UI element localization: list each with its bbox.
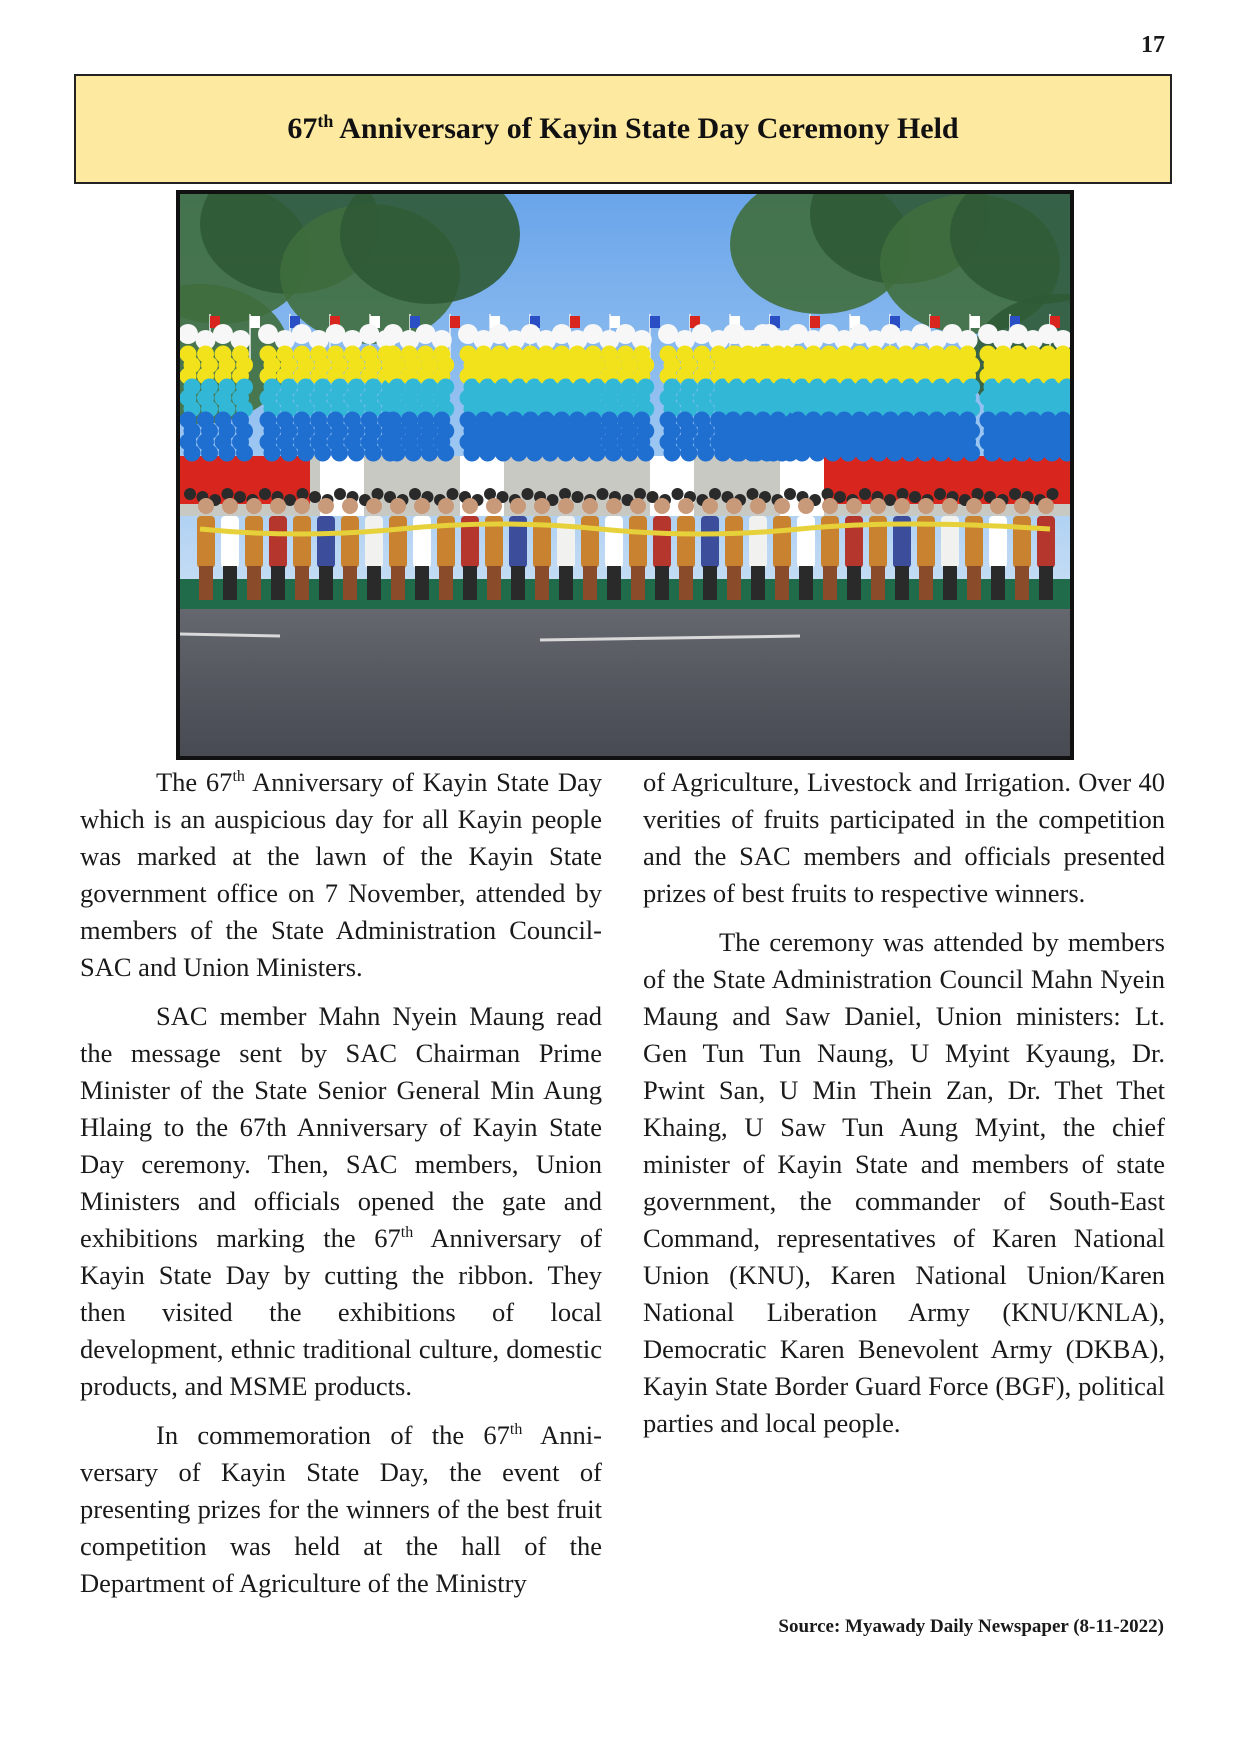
balloon xyxy=(664,445,681,462)
title-sup: th xyxy=(317,111,334,131)
person-body xyxy=(701,516,719,568)
person-head xyxy=(870,498,886,514)
paragraph-3-text-b: Anniversary of Kayin State Day, the event of presenting prizes for the winners of the best fruit competition was held at the hall of the Department of Agriculture of the Ministry xyxy=(80,1420,602,1598)
ceremony-photo xyxy=(176,190,1074,760)
balloon xyxy=(236,445,253,462)
person-body xyxy=(677,516,695,568)
person-legs xyxy=(823,566,837,600)
person-legs xyxy=(343,566,357,600)
crowd-head xyxy=(309,491,321,503)
flag xyxy=(970,316,980,328)
ceremony-photo-illustration xyxy=(180,194,1070,756)
person-legs xyxy=(535,566,549,600)
flag xyxy=(570,316,580,328)
person-head xyxy=(414,498,430,514)
person-body xyxy=(629,516,647,568)
paragraph-1-sup: th xyxy=(232,768,245,786)
flag xyxy=(930,316,940,328)
person-legs xyxy=(223,566,237,600)
balloon xyxy=(680,445,697,462)
person-body xyxy=(773,516,791,568)
person-head xyxy=(198,498,214,514)
crowd-head xyxy=(572,491,584,503)
person-head xyxy=(486,498,502,514)
person-head xyxy=(366,498,382,514)
person-body xyxy=(341,516,359,568)
person-legs xyxy=(799,566,813,600)
balloon xyxy=(280,445,297,462)
crowd-head xyxy=(409,488,421,500)
paragraph-1-text-a: The 67 xyxy=(156,767,233,797)
person-head xyxy=(966,498,982,514)
person-legs xyxy=(199,566,213,600)
balloon xyxy=(219,445,236,462)
person-legs xyxy=(247,566,261,600)
crowd-head xyxy=(884,494,896,506)
person-head xyxy=(726,498,742,514)
person-body xyxy=(749,516,767,568)
person-legs xyxy=(607,566,621,600)
crowd-head xyxy=(784,488,796,500)
person-legs xyxy=(943,566,957,600)
person-legs xyxy=(391,566,405,600)
title-box xyxy=(74,74,1172,184)
balloon xyxy=(201,445,218,462)
person-head xyxy=(582,498,598,514)
person-head xyxy=(990,498,1006,514)
person-head xyxy=(918,498,934,514)
person-head xyxy=(894,498,910,514)
green-carpet xyxy=(180,579,1070,609)
title-pre: 67 xyxy=(287,112,318,145)
person-body xyxy=(245,516,263,568)
paragraph-4: The ceremony was attended by members of the State Administration Council Mahn Nyein Maung and Saw Daniel, Union ministers: Lt. Gen Tun Tun Naung, U Myint Kyaung, Dr. Pwint San, U Min Thein Zan, Dr. Thet Thet Khaing, U Saw Tun Aung Myint, the chief minister of Kayin State and members of state government, the commander of South-East Command, representatives of Karen National Union (KNU), Karen National Union/Karen National Liberation Army (KNU/KNLA), Democratic Karen Benevolent Army (DKBA), Kayin State Border Guard Force (BGF), political parties and local people. xyxy=(643,927,1165,1438)
person-head xyxy=(1038,498,1054,514)
person-legs xyxy=(559,566,573,600)
person-legs xyxy=(463,566,477,600)
person-body xyxy=(221,516,239,568)
balloon xyxy=(365,445,382,462)
person-head xyxy=(630,498,646,514)
person-body xyxy=(1013,516,1031,568)
balloon xyxy=(697,445,714,462)
paragraph-1-text-b: Anniversary of Kayin State Day which is an auspicious day for all Kayin people was marked at the lawn of the Kayin State government office on 7 November, attended by members of the State Administration Council-SAC and Union Ministers. xyxy=(80,767,603,982)
person-head xyxy=(774,498,790,514)
person-head xyxy=(294,498,310,514)
person-head xyxy=(462,498,478,514)
crowd-head xyxy=(859,488,871,500)
person-body xyxy=(725,516,743,568)
person-legs xyxy=(271,566,285,600)
person-head xyxy=(654,498,670,514)
balloon-arch xyxy=(180,324,1070,462)
person-body xyxy=(293,516,311,568)
crowd-head xyxy=(634,488,646,500)
left-column xyxy=(80,764,602,1614)
title-post: Anniversary of Kayin State Day Ceremony Held xyxy=(333,112,959,145)
person-head xyxy=(438,498,454,514)
person-legs xyxy=(487,566,501,600)
person-legs xyxy=(319,566,333,600)
person-body xyxy=(1037,516,1055,568)
flag xyxy=(610,316,620,328)
crowd-head xyxy=(334,488,346,500)
person-legs xyxy=(703,566,717,600)
person-head xyxy=(702,498,718,514)
person-legs xyxy=(991,566,1005,600)
balloon xyxy=(774,445,791,462)
person-head xyxy=(1014,498,1030,514)
balloon xyxy=(963,445,980,462)
crowd-head xyxy=(522,488,534,500)
person-body xyxy=(197,516,215,568)
right-column xyxy=(643,764,1165,1454)
person-legs xyxy=(1039,566,1053,600)
paragraph-3-text-a: In commemoration of the 67 xyxy=(156,1420,510,1450)
paragraph-2-text-b: Anniversary of Kayin State Day by cutting the ribbon. They then visited the exhibitions of local development, ethnic traditional culture, domestic products, and MSME products. xyxy=(80,1223,602,1401)
person-head xyxy=(246,498,262,514)
person-head xyxy=(270,498,286,514)
paragraph-3-continued: of Agriculture, Livestock and Irrigation. Over 40 verities of fruits participated in the competition and the SAC members and officials presented prizes of best fruits to respective winners. xyxy=(643,767,1165,908)
person-legs xyxy=(847,566,861,600)
person-legs xyxy=(415,566,429,600)
page-title xyxy=(287,112,958,146)
person-head xyxy=(942,498,958,514)
crowd-head xyxy=(259,488,271,500)
person-body xyxy=(605,516,623,568)
road-shade xyxy=(180,609,1070,756)
person-body xyxy=(365,516,383,568)
flag xyxy=(450,316,460,328)
crowd-head xyxy=(909,491,921,503)
person-legs xyxy=(655,566,669,600)
person-head xyxy=(318,498,334,514)
person-legs xyxy=(871,566,885,600)
person-legs xyxy=(439,566,453,600)
person-body xyxy=(581,516,599,568)
person-legs xyxy=(631,566,645,600)
crowd-head xyxy=(672,488,684,500)
balloon xyxy=(348,445,365,462)
person-body xyxy=(413,516,431,568)
balloon xyxy=(184,445,201,462)
person-head xyxy=(798,498,814,514)
source-credit: Source: Myawady Daily Newspaper (8-11-2022) xyxy=(778,1616,1164,1637)
paragraph-2-sup: th xyxy=(400,1224,414,1242)
person-head xyxy=(390,498,406,514)
person-body xyxy=(797,516,815,568)
person-head xyxy=(558,498,574,514)
person-body xyxy=(269,516,287,568)
person-legs xyxy=(1015,566,1029,600)
balloon xyxy=(331,445,348,462)
person-head xyxy=(510,498,526,514)
flag xyxy=(410,316,420,328)
person-head xyxy=(222,498,238,514)
person-body xyxy=(389,516,407,568)
person-legs xyxy=(895,566,909,600)
balloon xyxy=(637,445,654,462)
person-head xyxy=(342,498,358,514)
person-legs xyxy=(919,566,933,600)
person-legs xyxy=(583,566,597,600)
balloon xyxy=(297,445,314,462)
flag xyxy=(250,316,260,328)
paragraph-2 xyxy=(80,998,602,1405)
person-legs xyxy=(727,566,741,600)
crowd-head xyxy=(1009,488,1021,500)
crowd-head xyxy=(447,488,459,500)
balloon xyxy=(314,445,331,462)
person-head xyxy=(534,498,550,514)
crowd-head xyxy=(934,488,946,500)
balloon xyxy=(437,445,454,462)
crowd-head xyxy=(597,488,609,500)
flag xyxy=(650,316,660,328)
person-legs xyxy=(967,566,981,600)
paragraph-1 xyxy=(80,764,602,986)
crowd-head xyxy=(1047,488,1059,500)
paragraph-3-sup: th xyxy=(509,1421,523,1439)
person-head xyxy=(678,498,694,514)
person-legs xyxy=(775,566,789,600)
person-body xyxy=(317,516,335,568)
road-line-left xyxy=(180,634,280,636)
crowd-head xyxy=(184,488,196,500)
balloon xyxy=(264,445,281,462)
person-head xyxy=(846,498,862,514)
page-number: 17 xyxy=(1141,32,1165,58)
person-head xyxy=(750,498,766,514)
person-head xyxy=(822,498,838,514)
crowd-head xyxy=(284,494,296,506)
person-legs xyxy=(679,566,693,600)
person-legs xyxy=(367,566,381,600)
person-legs xyxy=(295,566,309,600)
person-legs xyxy=(511,566,525,600)
person-head xyxy=(606,498,622,514)
paragraph-2-text-a: SAC member Mahn Nyein Maung read the message sent by SAC Chairman Prime Minister of the State Senior General Min Aung Hlaing to the 67th Anniversary of Kayin State Day ceremony. Then, SAC members, Union Ministers and officials opened the gate and exhibitions marking the 67 xyxy=(80,1001,602,1253)
person-legs xyxy=(751,566,765,600)
balloon xyxy=(213,324,233,344)
paragraph-3 xyxy=(80,1417,602,1602)
person-body xyxy=(653,516,671,568)
flag xyxy=(810,316,820,328)
